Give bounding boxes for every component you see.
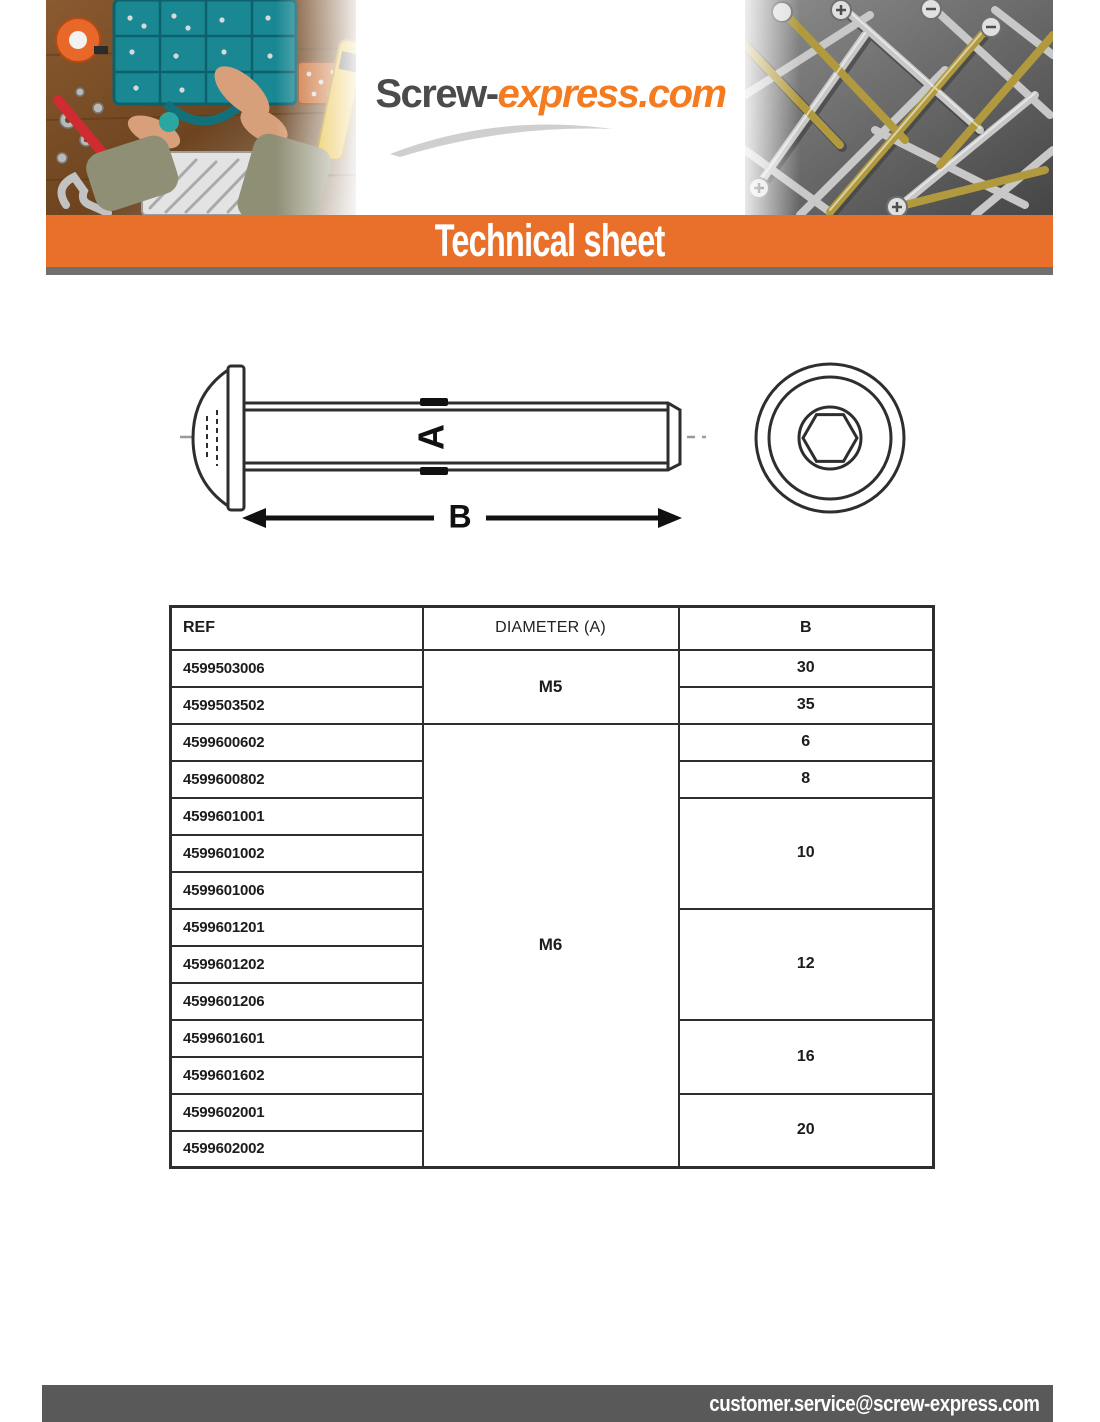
banner-underline xyxy=(46,267,1053,275)
header xyxy=(46,0,1053,215)
footer xyxy=(42,1385,1053,1422)
workbench-photo xyxy=(46,0,356,215)
ref-cell: 4599602001 xyxy=(171,1094,423,1131)
length-b-cell: 35 xyxy=(679,687,934,724)
logo-area xyxy=(356,0,745,215)
ref-cell: 4599601601 xyxy=(171,1020,423,1057)
screw-diagram xyxy=(150,350,950,565)
screw-end-view xyxy=(756,364,904,512)
ref-cell: 4599600602 xyxy=(171,724,423,761)
page-title: Technical sheet xyxy=(434,215,665,266)
ref-cell: 4599601006 xyxy=(171,872,423,909)
ref-cell: 4599601001 xyxy=(171,798,423,835)
brand-logo-part2: express.com xyxy=(497,72,726,116)
ref-cell: 4599601602 xyxy=(171,1057,423,1094)
ref-cell: 4599601201 xyxy=(171,909,423,946)
column-header-b: B xyxy=(679,607,934,650)
dim-b-label: B xyxy=(448,498,472,535)
table-row xyxy=(171,724,934,761)
brand-logo xyxy=(375,72,725,117)
column-header-diameter: DIAMETER (A) xyxy=(423,607,679,650)
screw-diagram-svg xyxy=(150,350,950,565)
ref-cell: 4599503502 xyxy=(171,687,423,724)
dim-a-label: A xyxy=(410,424,452,450)
spec-table xyxy=(169,605,935,1169)
workbench-photo-illustration xyxy=(46,0,356,215)
ref-cell: 4599602002 xyxy=(171,1131,423,1168)
length-b-cell: 6 xyxy=(679,724,934,761)
length-b-cell: 8 xyxy=(679,761,934,798)
length-b-cell: 12 xyxy=(679,909,934,1020)
ref-cell: 4599601202 xyxy=(171,946,423,983)
banner xyxy=(46,215,1053,267)
ref-cell: 4599503006 xyxy=(171,650,423,687)
length-b-cell: 16 xyxy=(679,1020,934,1094)
ref-cell: 4599601002 xyxy=(171,835,423,872)
column-header-ref: REF xyxy=(171,607,423,650)
ref-cell: 4599600802 xyxy=(171,761,423,798)
screws-photo xyxy=(745,0,1053,215)
diameter-cell: M6 xyxy=(423,724,679,1168)
table-header-row xyxy=(171,607,934,650)
screws-photo-illustration xyxy=(745,0,1053,215)
contact-email: customer.service@screw-express.com xyxy=(708,1390,1039,1416)
length-b-cell: 30 xyxy=(679,650,934,687)
length-b-cell: 20 xyxy=(679,1094,934,1168)
dim-a-tick-bottom xyxy=(420,467,448,475)
spec-table-body xyxy=(171,650,934,1168)
brand-logo-part1: Screw- xyxy=(375,72,498,116)
diameter-cell: M5 xyxy=(423,650,679,724)
dim-a-tick-top xyxy=(420,398,448,406)
logo-swoosh xyxy=(386,121,616,157)
hex-socket xyxy=(803,415,857,462)
length-b-cell: 10 xyxy=(679,798,934,909)
table-row xyxy=(171,650,934,687)
ref-cell: 4599601206 xyxy=(171,983,423,1020)
